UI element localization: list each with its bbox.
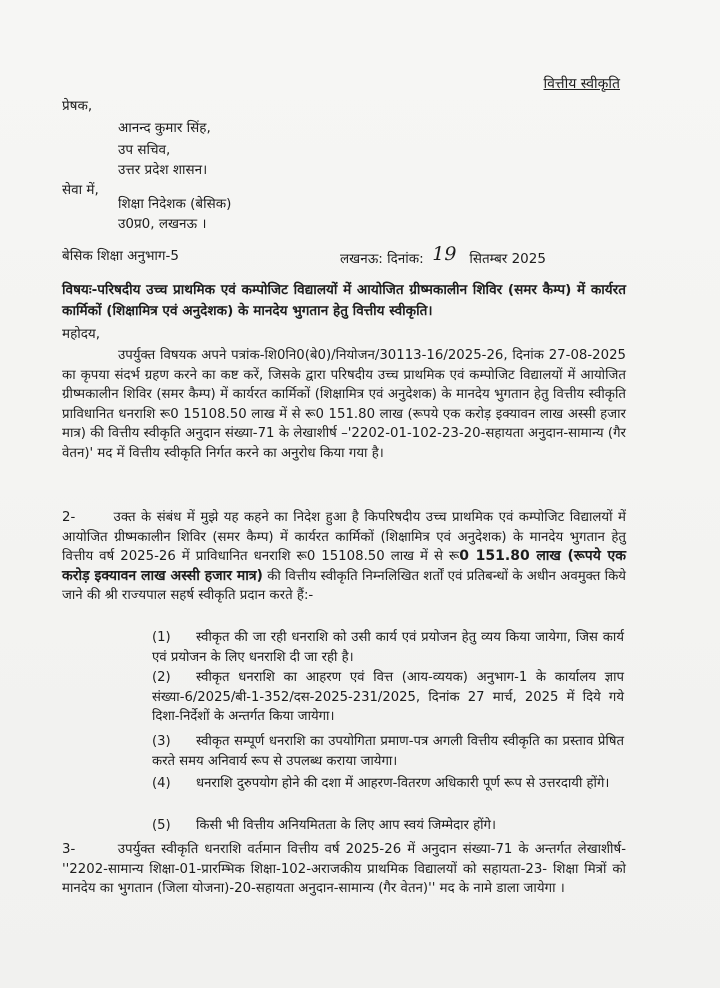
recipient-label: सेवा में,: [62, 182, 99, 198]
place-date: [340, 243, 546, 268]
recipient-name: शिक्षा निदेशक (बेसिक): [118, 196, 232, 212]
document-heading: वित्तीय स्वीकृति: [543, 76, 620, 92]
sanctioned-amount: 0 151.80 लाख (रूपये एक करोड़ इक्यावन लाख अस्सी हजार मात्र): [62, 548, 626, 584]
month-year: सितम्बर 2025: [469, 251, 546, 267]
condition-number: (4): [152, 776, 171, 791]
condition-text: स्वीकृत धनराशि का आहरण एवं वित्त (आय-व्ययक) अनुभाग-1 के कार्यालय ज्ञाप संख्या-6/2025/बी-1-352/दस-2025-231/2025, दिनांक 27 मार्च, 2025 में दिये गये दिशा-निर्देशों के अन्तर्गत किया जायेगा।: [152, 670, 624, 724]
sender-label: प्रेषक,: [62, 98, 93, 114]
paragraph-2-number: 2-: [62, 510, 76, 525]
recipient-address: उ0प्र0, लखनऊ ।: [118, 216, 207, 232]
condition-text: धनराशि दुरुपयोग होने की दशा में आहरण-वितरण अधिकारी पूर्ण रूप से उत्तरदायी होंगे।: [196, 776, 610, 791]
salutation: महोदय,: [62, 326, 101, 342]
condition-text: किसी भी वित्तीय अनियमितता के लिए आप स्वयं जिम्मेदार होंगे।: [196, 818, 496, 833]
condition-3: [152, 732, 624, 771]
paragraph-2-text-end: की वित्तीय स्वीकृति निम्नलिखित शर्तों एवं प्रतिबन्धों के अधीन अवमुक्त किये जाने की श्री राज्यपाल सहर्ष स्वीकृति प्रदान करते हैं:-: [62, 568, 626, 603]
condition-number: (1): [152, 630, 171, 645]
paragraph-3-text: उपर्युक्त स्वीकृति धनराशि वर्तमान वित्तीय वर्ष 2025-26 में अनुदान संख्या-71 के अन्तर्गत लेखाशीर्ष-''2202-सामान्य शिक्षा-01-प्रारम्भिक शिक्षा-102-अराजकीय प्राथमिक विद्यालयों को सहायता-23- शिक्षा मित्रों को मानदेय का भुगतान (जिला योजना)-20-सहायता अनुदान-सामान्य (गैर वेतन)'' मद के नामे डाला जायेगा ।: [62, 842, 626, 896]
paragraph-2-text-start: उक्त के संबंध में मुझे यह कहने का निदेश हुआ है किपरिषदीय उच्च प्राथमिक एवं कम्पोजिट विद्यालयों में आयोजित ग्रीष्मकालीन शिविर (समर कैम्प) में कार्यरत कार्मिकों (शिक्षामित्र एवं अनुदेशक) के मानदेय भुगतान हेतु वित्तीय वर्ष 2025-26 में प्राविधानित धनराशि रू0 15108.50 लाख में से रू: [62, 510, 626, 564]
place-date-label: लखनऊ: दिनांक:: [340, 251, 424, 267]
section-name: बेसिक शिक्षा अनुभाग-5: [62, 248, 179, 264]
condition-number: (3): [152, 734, 171, 749]
paragraph-3: [62, 840, 626, 899]
condition-number: (5): [152, 818, 171, 833]
condition-2: [152, 668, 624, 727]
paragraph-1: उपर्युक्त विषयक अपने पत्रांक-शि0नि0(बे0)/नियोजन/30113-16/2025-26, दिनांक 27-08-2025 का कृपया संदर्भ ग्रहण करने का कष्ट करें, जिसके द्वारा परिषदीय उच्च प्राथमिक एवं कम्पोजिट विद्यालयों में आयोजित ग्रीष्मकालीन शिविर (समर कैम्प) में कार्यरत कार्मिकों (शिक्षामित्र एवं अनुदेशक) के मानदेय भुगतान हेतु वित्तीय स्वीकृति प्राविधानित धनराशि रू0 15108.50 लाख में से रू0 151.80 लाख (रूपये एक करोड़ इक्यावन लाख अस्सी हजार मात्र) की वित्तीय स्वीकृति अनुदान संख्या-71 के लेखाशीर्ष –'2202-01-102-23-20-सहायता अनुदान-सामान्य (गैर वेतन)' मद में वित्तीय स्वीकृति निर्गत करने का अनुरोध किया गया है।: [62, 348, 626, 461]
sender-designation: उप सचिव,: [118, 142, 171, 158]
condition-4: [152, 774, 624, 794]
condition-text: स्वीकृत सम्पूर्ण धनराशि का उपयोगिता प्रमाण-पत्र अगली वित्तीय स्वीकृति का प्रस्ताव प्रेषित करते समय अनिवार्य रूप से उपलब्ध कराया जायेगा।: [152, 734, 624, 769]
condition-1: [152, 628, 624, 667]
condition-5: [152, 816, 624, 836]
condition-number: (2): [152, 670, 171, 685]
subject-line: विषयः-परिषदीय उच्च प्राथमिक एवं कम्पोजिट विद्यालयों में आयोजित ग्रीष्मकालीन शिविर (समर कैम्प) में कार्यरत कार्मिकों (शिक्षामित्र एवं अनुदेशक) के मानदेय भुगतान हेतु वित्तीय स्वीकृति।: [62, 282, 626, 319]
paragraph-3-number: 3-: [62, 842, 76, 857]
paragraph-2: [62, 508, 626, 606]
sender-office: उत्तर प्रदेश शासन।: [118, 162, 208, 178]
handwritten-day: 19: [432, 243, 457, 265]
sender-name: आनन्द कुमार सिंह,: [118, 120, 211, 136]
condition-text: स्वीकृत की जा रही धनराशि को उसी कार्य एवं प्रयोजन हेतु व्यय किया जायेगा, जिस कार्य एवं प्रयोजन के लिए धनराशि दी जा रही है।: [152, 630, 624, 665]
